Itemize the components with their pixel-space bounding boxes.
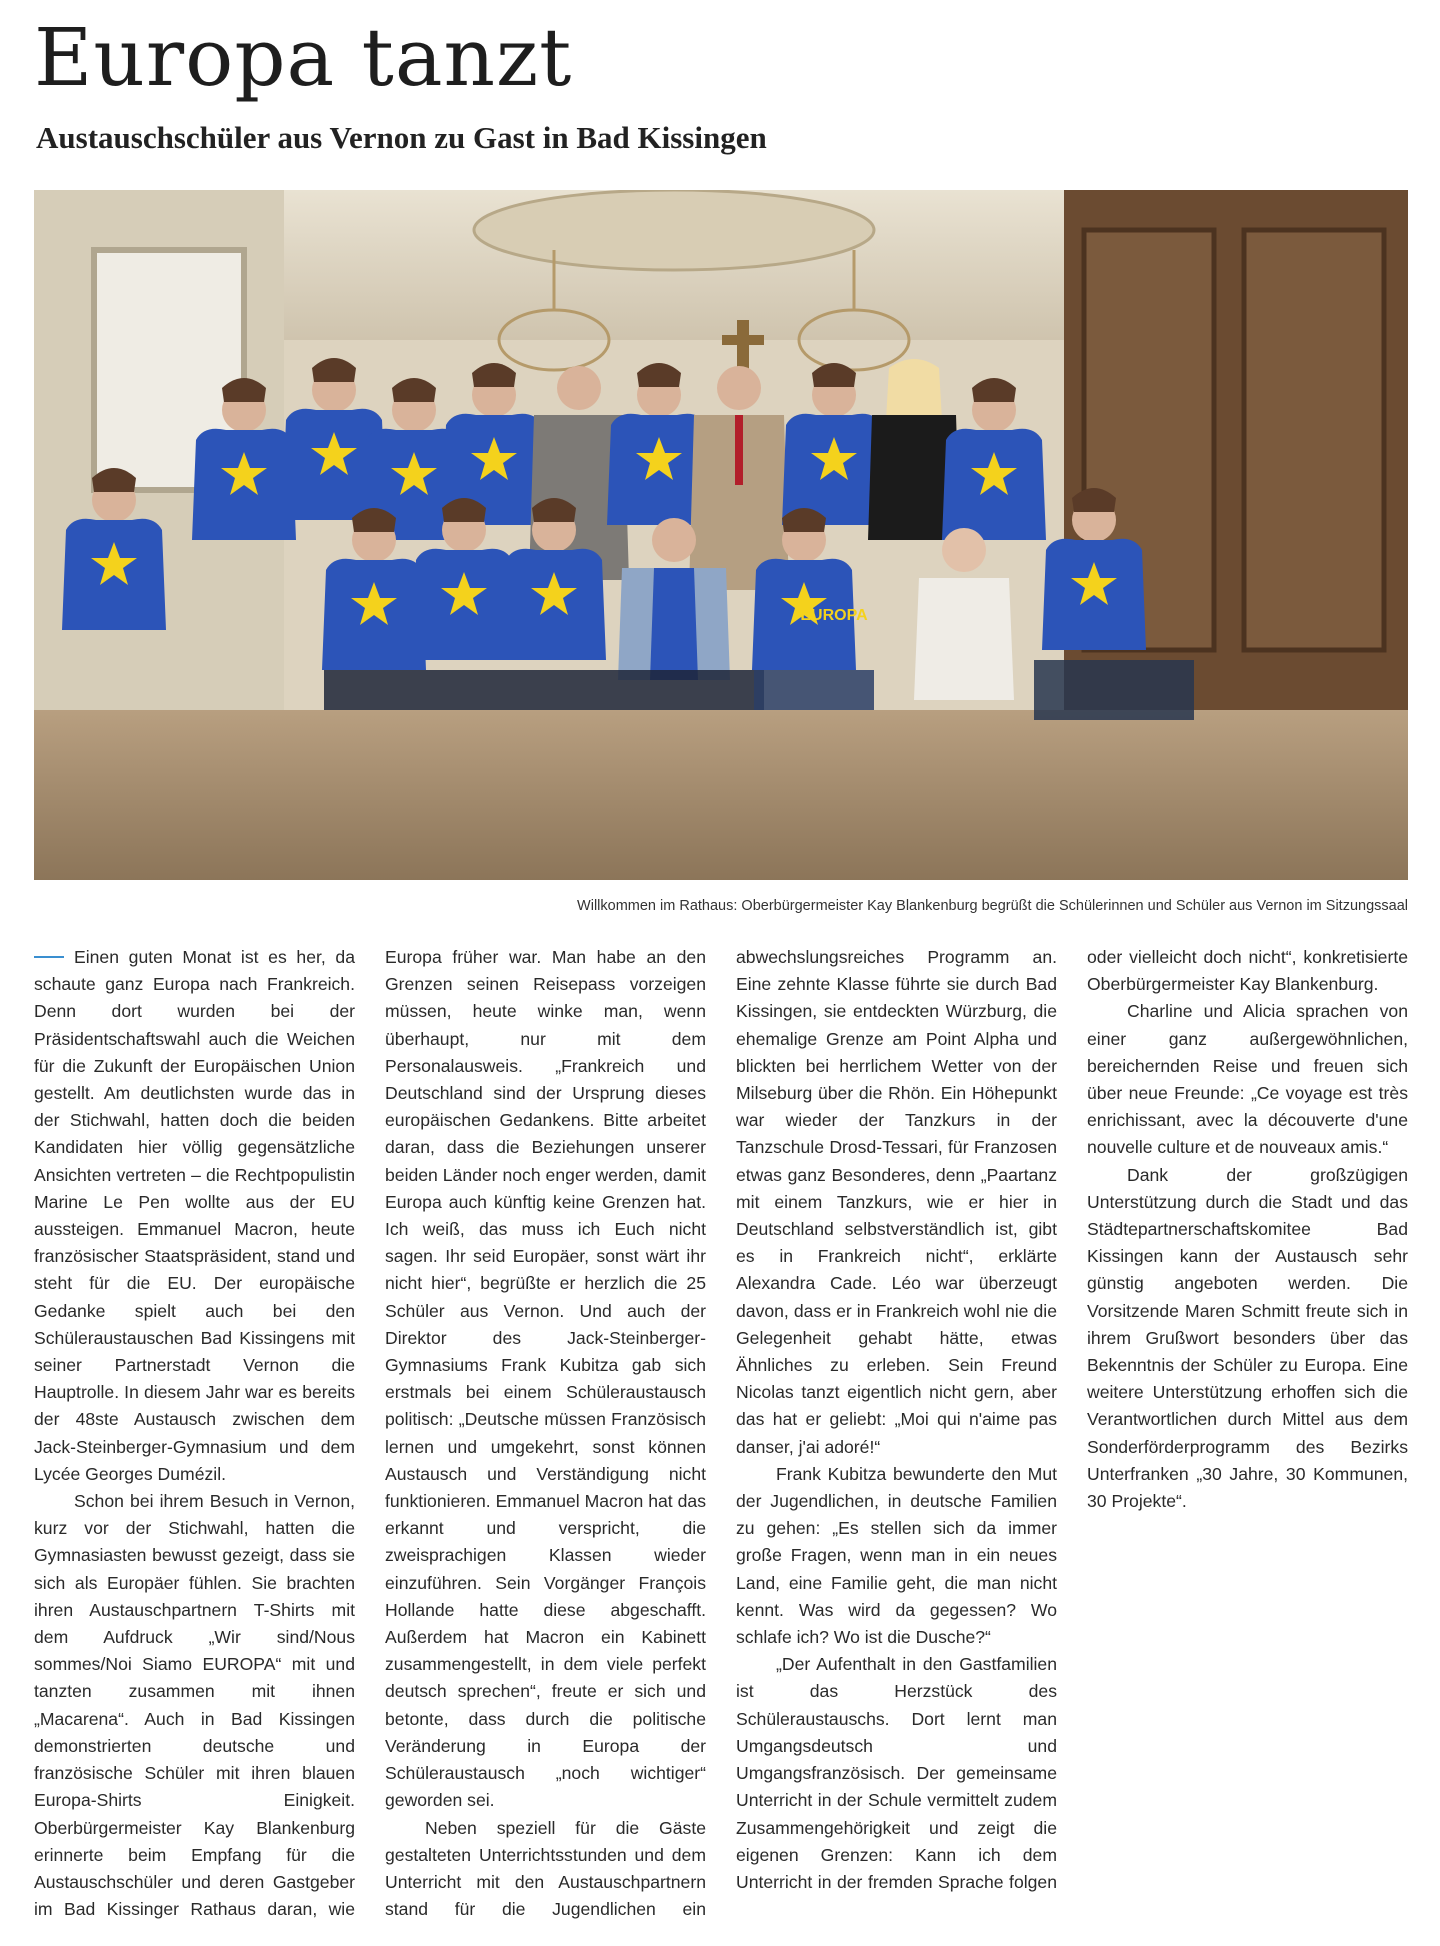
article-photo [34, 190, 1408, 880]
article-body [34, 944, 1408, 1934]
article-paragraph: Dank der großzügigen Unterstützung durch die Stadt und das Städtepartnerschaftskomitee Bad Kissingen kann der Austausch sehr günstig angeboten werden. Die Vorsitzende Maren Schmitt freute sich in ihrem Grußwort besonders über das Bekenntnis der Schüler zu Europa. Eine weitere Unterstützung erhoffen sich die Verantwortlichen durch Mittel aus dem Sonderförderprogramm des Bezirks Unterfranken „30 Jahre, 30 Kommunen, 30 Projekte“. [1087, 1164, 1408, 1512]
article-paragraph: „Der Aufenthalt in den Gastfamilien ist das Herzstück des Schüleraustauschs. Dort lernt man Umgangsdeutsch und Umgangsfranzösisch. Der gemeinsame Unterricht in der Schule vermittelt zudem Zusammengehörigkeit und zeigt die eigenen Grenzen: Kann ich dem Unterricht in der fremden Sprache folgen oder vielleicht doch nicht“, konkretisierte Oberbürgermeister Kay Blankenburg. [736, 947, 1408, 1892]
article-paragraph: Neben speziell für die Gäste gestalteten Unterrichtsstunden und dem Unterricht mit den Austauschpartnern stand für die Jugendlichen ein abwechslungsreiches Programm an. Eine zehnte Klasse führte sie durch Bad Kissingen, sie entdeckten Würzburg, die ehemalige Grenze am Point Alpha und blickten bei herrlichem Wetter von der Milseburg über die Rhön. Ein Höhepunkt war wieder der Tanzkurs in der Tanzschule Drosd-Tessari, für Franzosen etwas ganz Besonderes, denn „Paartanz mit einem Tanzkurs, wie er hier in Deutschland selbstverständlich ist, gibt es in Frankreich nicht“, erklärte Alexandra Cade. Léo war überzeugt davon, dass er in Frankreich wohl nie die Gelegenheit gehabt hätte, etwas Ähnliches zu erleben. Sein Freund Nicolas tanzt eigentlich nicht gern, aber das hat er geliebt: „Moi qui n'aime pas danser, j'ai adoré!“ [385, 947, 1057, 1920]
article-headline: Europa tanzt [34, 11, 573, 104]
photo-caption: Willkommen im Rathaus: Oberbürgermeister Kay Blankenburg begrüßt die Schülerinnen und Schüler aus Vernon im Sitzungssaal [577, 898, 1408, 914]
article-paragraph: Charline und Alicia sprachen von einer ganz außergewöhnlichen, bereichernden Reise und freuen sich über neue Freunde: „Ce voyage est très enrichissant, avec la découverte d'une nouvelle culture et de nouveaux amis.“ [1087, 1001, 1408, 1158]
shirt-print-text: EUROPA [800, 607, 868, 624]
lead-dash [34, 956, 64, 958]
article-subheadline: Austauschschüler aus Vernon zu Gast in Bad Kissingen [36, 120, 767, 155]
article-paragraph: Schon bei ihrem Besuch in Vernon, kurz vor der Stichwahl, hatten die Gymnasiasten bewusst gezeigt, dass sie sich als Europäer fühlen. Sie brachten ihren Austauschpartnern T-Shirts mit dem Aufdruck „Wir sind/Nous sommes/Noi Siamo EUROPA“ mit und tanzten zusammen mit ihnen „Macarena“. Auch in Bad Kissingen demonstrierten deutsche und französische Schüler mit ihren blauen Europa-Shirts Einigkeit. Oberbürgermeister Kay Blankenburg erinnerte beim Empfang für die Austauschschüler und deren Gastgeber im Bad Kissinger Rathaus daran, wie Europa früher war. Man habe an den Grenzen seinen Reisepass vorzeigen müssen, heute winke man, wenn überhaupt, nur mit dem Personalausweis. „Frankreich und Deutschland sind der Ursprung dieses europäischen Gedankens. Bitte arbeitet daran, dass die Beziehungen unserer beiden Länder noch enger werden, damit Europa auch künftig keine Grenzen hat. Ich weiß, das muss ich Euch nicht sagen. Ihr seid Europäer, sonst wärt ihr nicht hier“, begrüßte er herzlich die 25 Schüler aus Vernon. Und auch der Direktor des Jack-Steinberger-Gymnasiums Frank Kubitza gab sich erstmals bei einem Schüleraustausch politisch: „Deutsche müssen Französisch lernen und umgekehrt, sonst können Austausch und Verständigung nicht funktionieren. Emmanuel Macron hat das erkannt und verspricht, die zweisprachigen Klassen wieder einzuführen. Sein Vorgänger François Hollande hatte diese abgeschafft. Außerdem hat Macron ein Kabinett zusammengestellt, in dem viele perfekt deutsch sprechen“, freute er sich und betonte, dass durch die politische Veränderung in Europa der Schüleraustausch „noch wichtiger“ geworden sei. [34, 947, 706, 1920]
article-paragraph: Frank Kubitza bewunderte den Mut der Jugendlichen, in deutsche Familien zu gehen: „Es stellen sich da immer große Fragen, wenn man in ein neues Land, eine Familie geht, die man nicht kennt. Was wird da gegessen? Wo schlafe ich? Wo ist die Dusche?“ [736, 1463, 1057, 1648]
article-paragraph: Einen guten Monat ist es her, da schaute ganz Europa nach Frankreich. Denn dort wurden bei der Präsidentschaftswahl auch die Weichen für die Zukunft der Europäischen Union gestellt. Am deutlichsten wurde das in der Stichwahl, hatten doch die beiden Kandidaten hier völlig gegensätzliche Ansichten vertreten – die Rechtpopulistin Marine Le Pen wollte aus der EU aussteigen. Emmanuel Macron, heute französischer Staatspräsident, stand und steht für die EU. Der europäische Gedanke spielt auch bei den Schüleraustauschen Bad Kissingens mit seiner Partnerstadt Vernon die Hauptrolle. In diesem Jahr war es bereits der 48ste Austausch zwischen dem Jack-Steinberger-Gymnasium und dem Lycée Georges Dumézil. [34, 947, 355, 1484]
